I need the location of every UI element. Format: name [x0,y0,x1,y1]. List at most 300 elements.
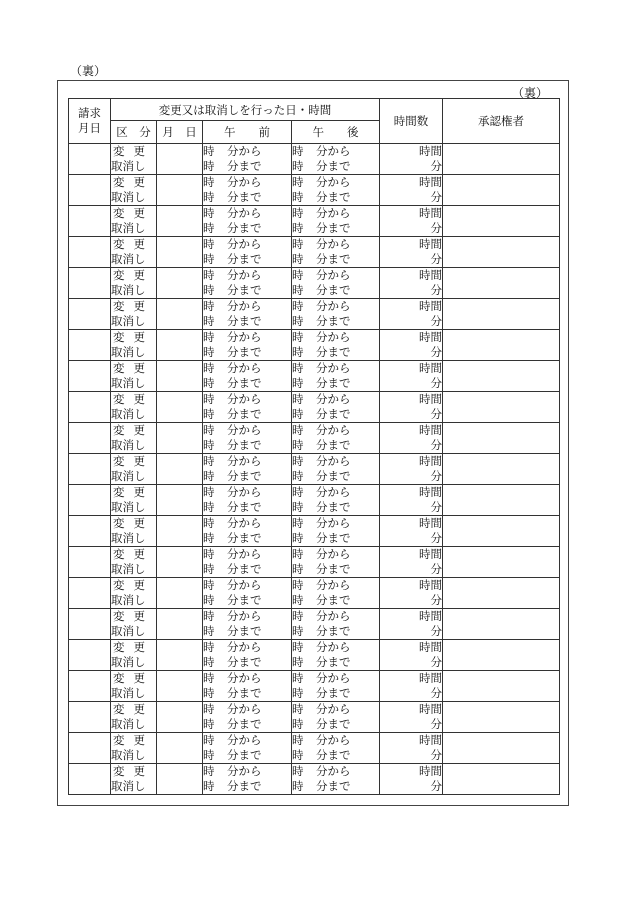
hours-cell[interactable] [380,485,443,516]
approver-cell[interactable] [443,702,560,733]
record-row [69,764,560,795]
hour-unit: 時 [203,640,215,654]
request-date-cell[interactable] [69,206,111,237]
minutes-unit: 分 [430,593,442,607]
month-day-cell[interactable] [157,237,203,268]
cancel-label: 取消し [111,345,146,359]
hour-unit: 時 [203,190,215,204]
month-day-cell[interactable] [157,547,203,578]
cancel-label: 取消し [111,717,146,731]
approver-cell[interactable] [443,268,560,299]
hour-unit: 時 [203,423,215,437]
am-time-cell[interactable] [203,640,292,671]
hours-cell[interactable] [380,206,443,237]
hours-unit: 時間 [419,547,442,561]
minutes-unit: 分 [430,562,442,576]
am-time-cell[interactable] [203,175,292,206]
from-label: 分から [316,454,351,468]
from-label: 分から [227,392,262,406]
hour-unit: 時 [292,578,304,592]
hour-unit: 時 [203,252,215,266]
category-cell[interactable] [111,640,157,671]
change-label: 変更 [113,640,154,654]
hours-header: 時間数 [380,99,443,144]
month-day-cell[interactable] [157,764,203,795]
request-date-cell[interactable] [69,392,111,423]
hours-cell[interactable] [380,640,443,671]
request-date-cell[interactable] [69,578,111,609]
hours-unit: 時間 [419,206,442,220]
request-date-header [69,99,111,144]
request-date-cell[interactable] [69,671,111,702]
hour-unit: 時 [292,190,304,204]
hours-cell[interactable] [380,547,443,578]
from-label: 分から [227,578,262,592]
month-day-cell[interactable] [157,175,203,206]
approver-cell[interactable] [443,237,560,268]
hours-cell[interactable] [380,144,443,175]
category-cell[interactable] [111,144,157,175]
am-time-cell[interactable] [203,454,292,485]
cancel-label: 取消し [111,686,146,700]
minutes-unit: 分 [430,438,442,452]
change-label: 変更 [113,361,154,375]
category-cell[interactable] [111,268,157,299]
hour-unit: 時 [203,268,215,282]
category-cell[interactable] [111,175,157,206]
pm-time-cell[interactable] [292,299,380,330]
hour-unit: 時 [292,299,304,313]
approver-cell[interactable] [443,733,560,764]
from-label: 分から [227,144,262,158]
hour-unit: 時 [203,702,215,716]
request-date-cell[interactable] [69,454,111,485]
cancel-label: 取消し [111,314,146,328]
month-day-cell[interactable] [157,485,203,516]
hour-unit: 時 [203,655,215,669]
hour-unit: 時 [203,407,215,421]
request-date-cell[interactable] [69,268,111,299]
hours-cell[interactable] [380,578,443,609]
change-label: 変更 [113,609,154,623]
hours-unit: 時間 [419,330,442,344]
cancel-label: 取消し [111,221,146,235]
am-time-cell[interactable] [203,547,292,578]
until-label: 分まで [316,686,351,700]
from-label: 分から [316,764,351,778]
cancel-label: 取消し [111,779,146,793]
am-time-cell[interactable] [203,206,292,237]
hour-unit: 時 [203,748,215,762]
until-label: 分まで [227,655,262,669]
from-label: 分から [227,516,262,530]
month-day-cell[interactable] [157,206,203,237]
cancel-label: 取消し [111,469,146,483]
until-label: 分まで [227,376,262,390]
cancel-label: 取消し [111,159,146,173]
hours-cell[interactable] [380,733,443,764]
until-label: 分まで [316,283,351,297]
hours-cell[interactable] [380,764,443,795]
cancel-label: 取消し [111,655,146,669]
record-row [69,361,560,392]
approver-cell[interactable] [443,299,560,330]
hour-unit: 時 [292,361,304,375]
month-day-cell[interactable] [157,702,203,733]
until-label: 分まで [227,438,262,452]
category-cell[interactable] [111,671,157,702]
from-label: 分から [316,392,351,406]
pm-time-cell[interactable] [292,206,380,237]
hour-unit: 時 [203,159,215,173]
hour-unit: 時 [292,562,304,576]
hours-cell[interactable] [380,516,443,547]
hours-cell[interactable] [380,268,443,299]
request-date-cell[interactable] [69,237,111,268]
change-label: 変更 [113,764,154,778]
pm-time-cell[interactable] [292,268,380,299]
request-date-cell[interactable] [69,764,111,795]
month-day-cell[interactable] [157,423,203,454]
request-date-cell[interactable] [69,175,111,206]
change-label: 変更 [113,671,154,685]
from-label: 分から [227,547,262,561]
from-label: 分から [316,485,351,499]
hours-unit: 時間 [419,702,442,716]
until-label: 分まで [316,345,351,359]
until-label: 分まで [227,252,262,266]
am-time-cell[interactable] [203,330,292,361]
am-time-cell[interactable] [203,516,292,547]
am-time-cell[interactable] [203,702,292,733]
pm-time-cell[interactable] [292,609,380,640]
am-time-cell[interactable] [203,578,292,609]
hour-unit: 時 [203,469,215,483]
am-time-cell[interactable] [203,733,292,764]
hour-unit: 時 [203,485,215,499]
hour-unit: 時 [292,392,304,406]
month-day-cell[interactable] [157,144,203,175]
approver-cell[interactable] [443,423,560,454]
until-label: 分まで [227,779,262,793]
from-label: 分から [227,268,262,282]
category-cell[interactable] [111,516,157,547]
pm-time-cell[interactable] [292,175,380,206]
month-day-cell[interactable] [157,392,203,423]
category-cell[interactable] [111,330,157,361]
approver-cell[interactable] [443,764,560,795]
hour-unit: 時 [203,345,215,359]
hour-unit: 時 [203,314,215,328]
from-label: 分から [227,640,262,654]
change-label: 変更 [113,702,154,716]
month-day-cell[interactable] [157,640,203,671]
from-label: 分から [227,671,262,685]
category-cell[interactable] [111,609,157,640]
change-label: 変更 [113,144,154,158]
from-label: 分から [227,237,262,251]
hours-cell[interactable] [380,175,443,206]
hour-unit: 時 [292,485,304,499]
approver-cell[interactable] [443,640,560,671]
hour-unit: 時 [292,454,304,468]
approver-cell[interactable] [443,361,560,392]
month-day-cell[interactable] [157,671,203,702]
request-date-cell[interactable] [69,733,111,764]
category-cell[interactable] [111,578,157,609]
hours-cell[interactable] [380,609,443,640]
category-cell[interactable] [111,423,157,454]
minutes-unit: 分 [430,190,442,204]
category-cell[interactable] [111,702,157,733]
hour-unit: 時 [292,221,304,235]
record-row [69,733,560,764]
cancel-label: 取消し [111,252,146,266]
category-cell[interactable] [111,299,157,330]
pm-time-cell[interactable] [292,144,380,175]
until-label: 分まで [316,624,351,638]
from-label: 分から [316,733,351,747]
pm-time-cell[interactable] [292,547,380,578]
request-date-cell[interactable] [69,609,111,640]
month-day-cell[interactable] [157,268,203,299]
until-label: 分まで [227,531,262,545]
hours-cell[interactable] [380,299,443,330]
from-label: 分から [316,640,351,654]
pm-time-cell[interactable] [292,237,380,268]
hour-unit: 時 [292,252,304,266]
cancel-label: 取消し [111,376,146,390]
pm-time-cell[interactable] [292,671,380,702]
minutes-unit: 分 [430,283,442,297]
hour-unit: 時 [203,237,215,251]
minutes-unit: 分 [430,469,442,483]
category-cell[interactable] [111,547,157,578]
hours-unit: 時間 [419,640,442,654]
am-time-cell[interactable] [203,237,292,268]
request-date-cell[interactable] [69,330,111,361]
record-row [69,671,560,702]
hour-unit: 時 [203,717,215,731]
hours-cell[interactable] [380,671,443,702]
am-time-cell[interactable] [203,764,292,795]
from-label: 分から [227,206,262,220]
cancel-label: 取消し [111,531,146,545]
hours-unit: 時間 [419,516,442,530]
hours-unit: 時間 [419,392,442,406]
until-label: 分まで [227,221,262,235]
form-frame [57,80,569,806]
month-day-cell[interactable] [157,516,203,547]
pm-time-cell[interactable] [292,733,380,764]
pm-time-cell[interactable] [292,330,380,361]
change-label: 変更 [113,547,154,561]
pm-time-cell[interactable] [292,578,380,609]
pm-time-cell[interactable] [292,485,380,516]
from-label: 分から [316,547,351,561]
request-date-cell[interactable] [69,702,111,733]
hours-cell[interactable] [380,361,443,392]
minutes-unit: 分 [430,531,442,545]
month-day-cell[interactable] [157,609,203,640]
hour-unit: 時 [203,578,215,592]
month-day-cell[interactable] [157,454,203,485]
month-day-cell[interactable] [157,578,203,609]
record-row [69,454,560,485]
month-day-cell[interactable] [157,361,203,392]
am-time-cell[interactable] [203,268,292,299]
pm-time-cell[interactable] [292,392,380,423]
category-cell[interactable] [111,485,157,516]
request-date-cell[interactable] [69,423,111,454]
hour-unit: 時 [203,392,215,406]
hour-unit: 時 [203,376,215,390]
minutes-unit: 分 [430,345,442,359]
hours-unit: 時間 [419,578,442,592]
am-time-cell[interactable] [203,671,292,702]
hours-unit: 時間 [419,423,442,437]
until-label: 分まで [316,221,351,235]
request-date-cell[interactable] [69,516,111,547]
from-label: 分から [316,206,351,220]
pm-time-cell[interactable] [292,361,380,392]
cancel-label: 取消し [111,283,146,297]
until-label: 分まで [227,190,262,204]
until-label: 分まで [316,376,351,390]
hours-cell[interactable] [380,330,443,361]
request-date-cell[interactable] [69,299,111,330]
until-label: 分まで [316,438,351,452]
from-label: 分から [316,516,351,530]
am-time-cell[interactable] [203,423,292,454]
until-label: 分まで [316,531,351,545]
approver-cell[interactable] [443,175,560,206]
hour-unit: 時 [203,516,215,530]
cancel-label: 取消し [111,624,146,638]
approver-cell[interactable] [443,547,560,578]
hour-unit: 時 [203,609,215,623]
pm-time-cell[interactable] [292,764,380,795]
from-label: 分から [227,330,262,344]
minutes-unit: 分 [430,407,442,421]
hours-cell[interactable] [380,237,443,268]
request-date-cell[interactable] [69,640,111,671]
hour-unit: 時 [292,345,304,359]
am-time-cell[interactable] [203,609,292,640]
approver-cell[interactable] [443,206,560,237]
month-day-cell[interactable] [157,299,203,330]
record-rows [69,144,560,795]
category-cell[interactable] [111,206,157,237]
hour-unit: 時 [292,733,304,747]
request-date-cell[interactable] [69,485,111,516]
approver-cell[interactable] [443,485,560,516]
am-time-cell[interactable] [203,299,292,330]
request-date-cell[interactable] [69,361,111,392]
change-label: 変更 [113,454,154,468]
category-cell[interactable] [111,361,157,392]
until-label: 分まで [316,252,351,266]
pm-time-cell[interactable] [292,702,380,733]
hours-unit: 時間 [419,175,442,189]
category-cell[interactable] [111,237,157,268]
am-time-cell[interactable] [203,144,292,175]
minutes-unit: 分 [430,500,442,514]
category-cell[interactable] [111,733,157,764]
approver-cell[interactable] [443,609,560,640]
hours-cell[interactable] [380,454,443,485]
hours-unit: 時間 [419,299,442,313]
hours-cell[interactable] [380,423,443,454]
hour-unit: 時 [292,779,304,793]
pm-time-cell[interactable] [292,640,380,671]
pm-time-cell[interactable] [292,423,380,454]
hours-unit: 時間 [419,144,442,158]
hour-unit: 時 [292,702,304,716]
until-label: 分まで [316,469,351,483]
change-label: 変更 [113,485,154,499]
approver-cell[interactable] [443,392,560,423]
hour-unit: 時 [292,624,304,638]
change-label: 変更 [113,175,154,189]
approver-cell[interactable] [443,454,560,485]
am-time-cell[interactable] [203,392,292,423]
am-time-cell[interactable] [203,361,292,392]
hour-unit: 時 [203,779,215,793]
approver-cell[interactable] [443,578,560,609]
request-date-cell[interactable] [69,547,111,578]
until-label: 分まで [227,283,262,297]
hour-unit: 時 [292,547,304,561]
until-label: 分まで [316,190,351,204]
am-time-cell[interactable] [203,485,292,516]
approver-cell[interactable] [443,144,560,175]
hours-cell[interactable] [380,702,443,733]
cancel-label: 取消し [111,748,146,762]
from-label: 分から [227,299,262,313]
category-cell[interactable] [111,392,157,423]
month-day-cell[interactable] [157,733,203,764]
until-label: 分まで [227,159,262,173]
hours-cell[interactable] [380,392,443,423]
until-label: 分まで [316,500,351,514]
pm-time-cell[interactable] [292,454,380,485]
until-label: 分まで [316,159,351,173]
approver-cell[interactable] [443,671,560,702]
from-label: 分から [316,299,351,313]
hour-unit: 時 [292,314,304,328]
hours-unit: 時間 [419,361,442,375]
hour-unit: 時 [292,655,304,669]
record-row [69,547,560,578]
hour-unit: 時 [292,516,304,530]
change-label: 変更 [113,733,154,747]
change-label: 変更 [113,330,154,344]
change-cancel-record-table [68,98,560,795]
hour-unit: 時 [203,547,215,561]
approver-cell[interactable] [443,516,560,547]
cancel-label: 取消し [111,500,146,514]
pm-time-cell[interactable] [292,516,380,547]
from-label: 分から [316,671,351,685]
category-cell[interactable] [111,764,157,795]
month-day-cell[interactable] [157,330,203,361]
approver-cell[interactable] [443,330,560,361]
category-cell[interactable] [111,454,157,485]
request-date-cell[interactable] [69,144,111,175]
minutes-unit: 分 [430,624,442,638]
until-label: 分まで [316,655,351,669]
